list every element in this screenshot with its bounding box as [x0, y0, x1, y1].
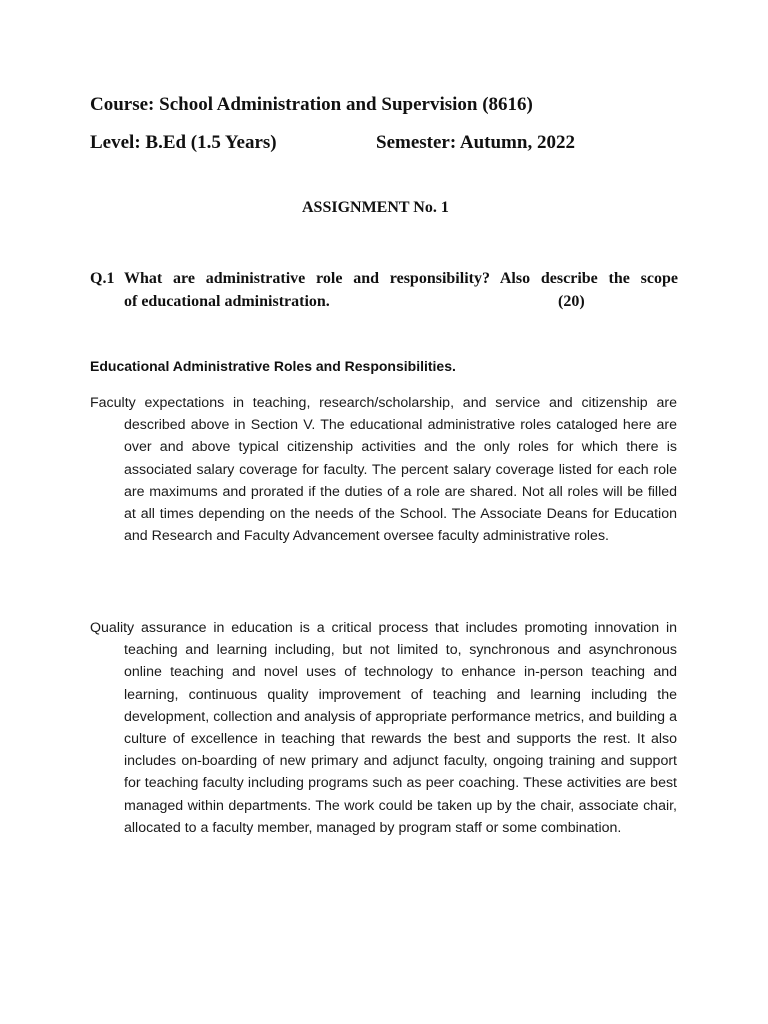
level-label: Level: B.Ed (1.5 Years) [90, 132, 277, 153]
paragraph-quality-assurance: Quality assurance in education is a critical process that includes promoting innovation in teaching and learning including, but not limited to, synchronous and asynchronous online teaching and novel uses of technology to enhance in-person teaching and learning, continuous quality improvement of teaching and learning including the development, collection and analysis of appropriate performance metrics, and building a culture of excellence in teaching that rewards the best and supports the rest. It also includes on-boarding of new primary and adjunct faculty, ongoing training and support for teaching faculty including programs such as peer coaching. These activities are best managed within departments. The work could be taken up by the chair, associate chair, allocated to a faculty member, managed by program staff or some combination. [90, 620, 677, 836]
question-marks: (20) [558, 293, 585, 310]
question-text-line-1: What are administrative role and responsibility? Also describe the scope [124, 270, 678, 287]
section-heading: Educational Administrative Roles and Responsibilities. [90, 358, 456, 374]
question-number: Q.1 [90, 270, 115, 287]
semester-label: Semester: Autumn, 2022 [376, 132, 575, 153]
assignment-title: ASSIGNMENT No. 1 [302, 199, 449, 216]
course-title: Course: School Administration and Supervision (8616) [90, 94, 533, 115]
question-text-line-2: of educational administration. [124, 293, 330, 310]
paragraph-faculty-expectations: Faculty expectations in teaching, research/scholarship, and service and citizenship are described above in Section V. The educational administrative roles cataloged here are over and above typical citizenship activities and the only roles for which there is associated salary coverage for faculty. The percent salary coverage listed for each role are maximums and prorated if the duties of a role are shared. Not all roles will be filled at all times depending on the needs of the School. The Associate Deans for Education and Research and Faculty Advancement oversee faculty administrative roles. [90, 395, 677, 545]
